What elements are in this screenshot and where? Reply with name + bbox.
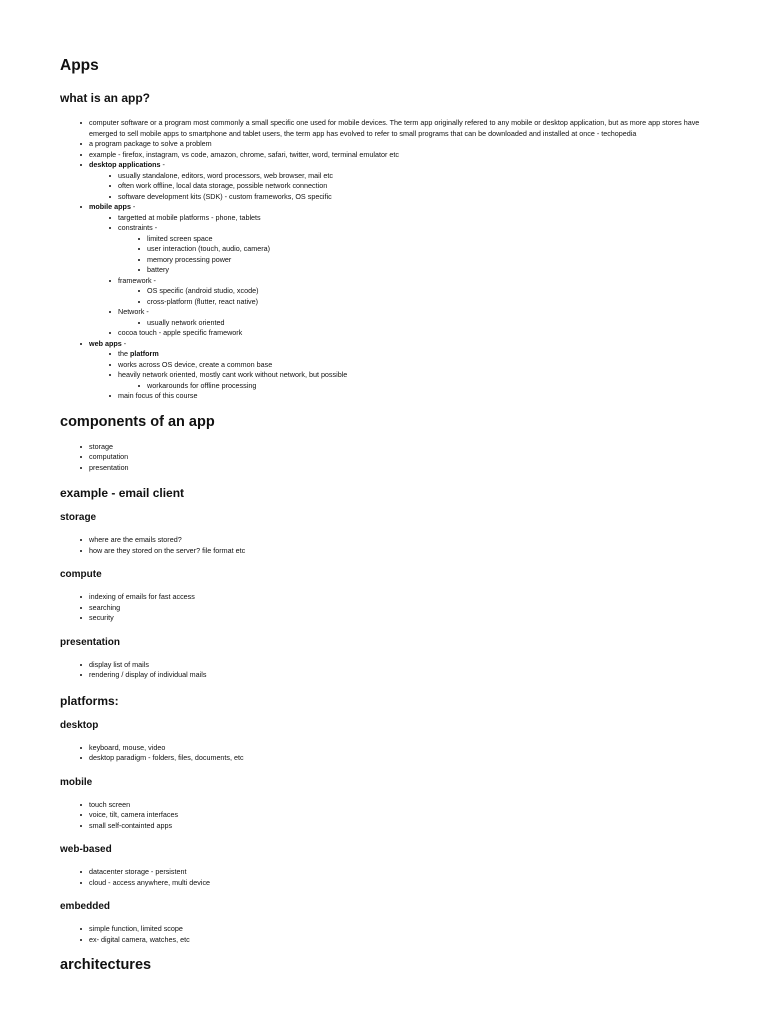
platforms-heading: platforms: <box>60 693 119 708</box>
list-item: searching <box>89 603 708 614</box>
list-item: computer software or a program most commonly a small specific one used for mobile devices. The term app originally refered to any mobile or desktop application, but as more app stores have emerged to sell mobile apps to smartphone and tablet users, the term app has evolved to refer to small programs that can be downloaded and installed at once - techopedia <box>89 118 708 139</box>
list-item: often work offline, local data storage, possible network connection <box>118 181 708 192</box>
desktop-list <box>60 743 708 764</box>
list-item: where are the emails stored? <box>89 535 708 546</box>
what-list <box>60 118 708 402</box>
platform-label: platform <box>130 349 159 358</box>
compute-list <box>60 592 708 624</box>
list-item: heavily network oriented, mostly cant work without network, but possible workarounds for offline processing <box>118 370 708 391</box>
list-item: workarounds for offline processing <box>147 381 708 392</box>
page-title: Apps <box>60 57 99 74</box>
list-item: example - firefox, instagram, vs code, amazon, chrome, safari, twitter, word, terminal emulator etc <box>89 150 708 161</box>
list-item: touch screen <box>89 800 708 811</box>
network-sublist <box>118 318 708 329</box>
mobile-apps-sublist <box>89 213 708 339</box>
mobile-apps-label: mobile apps <box>89 202 131 211</box>
list-item: targetted at mobile platforms - phone, tablets <box>118 213 708 224</box>
list-item: user interaction (touch, audio, camera) <box>147 244 708 255</box>
web-based-heading: web-based <box>60 844 112 855</box>
list-item: ex- digital camera, watches, etc <box>89 935 708 946</box>
constraints-sublist <box>118 234 708 276</box>
web-based-list <box>60 867 708 888</box>
list-item: datacenter storage - persistent <box>89 867 708 878</box>
list-item: works across OS device, create a common base <box>118 360 708 371</box>
desktop-heading: desktop <box>60 719 99 731</box>
list-item: software development kits (SDK) - custom frameworks, OS specific <box>118 192 708 203</box>
list-item: usually standalone, editors, word processors, web browser, mail etc <box>118 171 708 182</box>
list-item: limited screen space <box>147 234 708 245</box>
list-item: cocoa touch - apple specific framework <box>118 328 708 339</box>
storage-heading: storage <box>60 512 97 523</box>
list-item: storage <box>89 442 708 453</box>
list-item: battery <box>147 265 708 276</box>
list-item: main focus of this course <box>118 391 708 402</box>
list-item: cloud - access anywhere, multi device <box>89 878 708 889</box>
components-heading: components of an app <box>60 413 215 430</box>
list-item: simple function, limited scope <box>89 924 708 935</box>
mobile-list <box>60 800 708 832</box>
list-item: constraints - limited screen space user interaction (touch, audio, camera) memory processing power battery <box>118 223 708 276</box>
web-apps-sublist <box>89 349 708 402</box>
storage-list <box>60 535 708 556</box>
list-item: computation <box>89 452 708 463</box>
desktop-apps-sublist <box>89 171 708 203</box>
embedded-heading: embedded <box>60 901 111 912</box>
list-item: how are they stored on the server? file format etc <box>89 546 708 557</box>
list-item: indexing of emails for fast access <box>89 592 708 603</box>
list-item: the platform <box>118 349 708 360</box>
presentation-list <box>60 660 708 681</box>
list-item: display list of mails <box>89 660 708 671</box>
offline-sublist <box>118 381 708 392</box>
list-item: voice, tilt, camera interfaces <box>89 810 708 821</box>
architectures-heading: architectures <box>60 957 152 973</box>
list-item: framework - OS specific (android studio, xcode) cross-platform (flutter, react native) <box>118 276 708 308</box>
list-item: rendering / display of individual mails <box>89 670 708 681</box>
web-apps-label: web apps <box>89 338 122 348</box>
list-item: usually network oriented <box>147 318 708 329</box>
list-item: desktop paradigm - folders, files, documents, etc <box>89 753 708 764</box>
list-item: keyboard, mouse, video <box>89 743 708 754</box>
list-item: web apps - the platform works across OS device, create a common base heavily network oriented, mostly cant work without network, but possible workarounds for offline processing main focus of this course <box>89 339 708 402</box>
presentation-heading: presentation <box>60 636 121 648</box>
list-item: mobile apps - targetted at mobile platforms - phone, tablets constraints - limited screen space user interaction (touch, audio, camera) memory processing power battery framework - OS specific (android studio, xcode) cross-platform (flutter, react native) Network - usually network oriented cocoa touch - apple specific framework <box>89 202 708 339</box>
email-example-heading: example - email client <box>60 486 185 500</box>
list-item: Network - usually network oriented <box>118 307 708 328</box>
list-item: security <box>89 613 708 624</box>
list-item: desktop applications - usually standalone, editors, word processors, web browser, mail etc often work offline, local data storage, possible network connection software development kits (SDK) - custom frameworks, OS specific <box>89 160 708 202</box>
embedded-list <box>60 924 708 945</box>
components-list <box>60 442 708 474</box>
list-item: memory processing power <box>147 255 708 266</box>
list-item: presentation <box>89 463 708 474</box>
list-item: small self-containted apps <box>89 821 708 832</box>
framework-sublist <box>118 286 708 307</box>
mobile-heading: mobile <box>60 776 93 788</box>
list-item: cross-platform (flutter, react native) <box>147 297 708 308</box>
desktop-apps-label: desktop applications <box>89 160 161 169</box>
list-item: a program package to solve a problem <box>89 139 708 150</box>
what-heading: what is an app? <box>60 91 151 105</box>
list-item: OS specific (android studio, xcode) <box>147 286 708 297</box>
compute-heading: compute <box>60 569 102 580</box>
